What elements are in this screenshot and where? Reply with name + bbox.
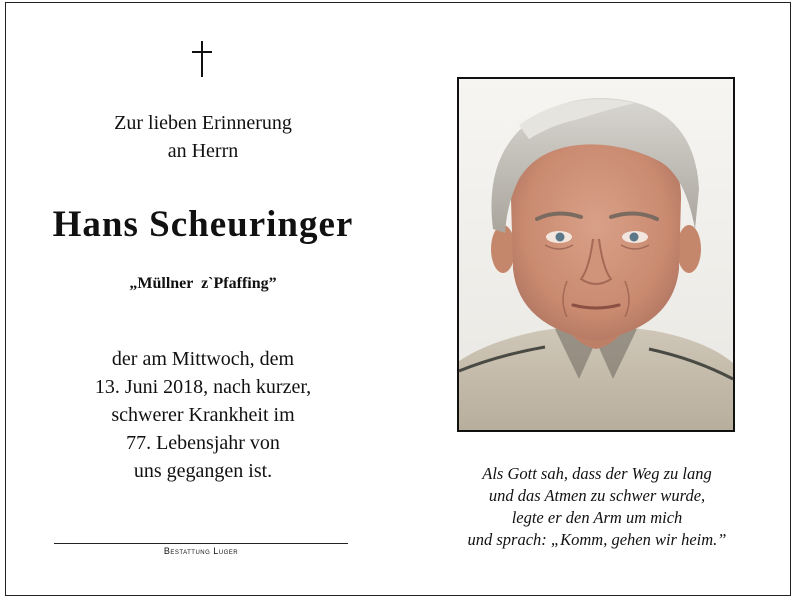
verse-line: legte er den Arm um mich — [511, 508, 683, 527]
text-column — [6, 3, 406, 595]
notice-line: 13. Juni 2018, nach kurzer, — [94, 376, 312, 398]
divider-line — [54, 543, 348, 544]
notice-line: schwerer Krankheit im — [111, 404, 295, 426]
verse-line: und das Atmen zu schwer wurde, — [488, 486, 706, 505]
notice-line: der am Mittwoch, dem — [111, 348, 295, 370]
death-notice-text — [6, 345, 400, 485]
verse-line: und sprach: „Komm, gehen wir heim.” — [467, 530, 727, 549]
intro-text — [6, 109, 400, 165]
memorial-card — [5, 2, 791, 596]
notice-line: 77. Lebensjahr von — [126, 432, 280, 454]
portrait-photo — [457, 77, 735, 432]
notice-line: uns gegangen ist. — [133, 460, 273, 482]
verse-line: Als Gott sah, dass der Weg zu lang — [482, 464, 712, 483]
intro-line-1: Zur lieben Erinnerung — [114, 112, 292, 134]
nickname: „Müllner z`Pfaffing” — [129, 275, 277, 292]
undertaker-credit: Bestattung Luger — [163, 546, 239, 556]
cross-icon — [192, 41, 212, 77]
intro-line-2: an Herrn — [167, 140, 239, 162]
memorial-verse — [432, 463, 762, 551]
deceased-name: Hans Scheuringer — [52, 204, 354, 245]
